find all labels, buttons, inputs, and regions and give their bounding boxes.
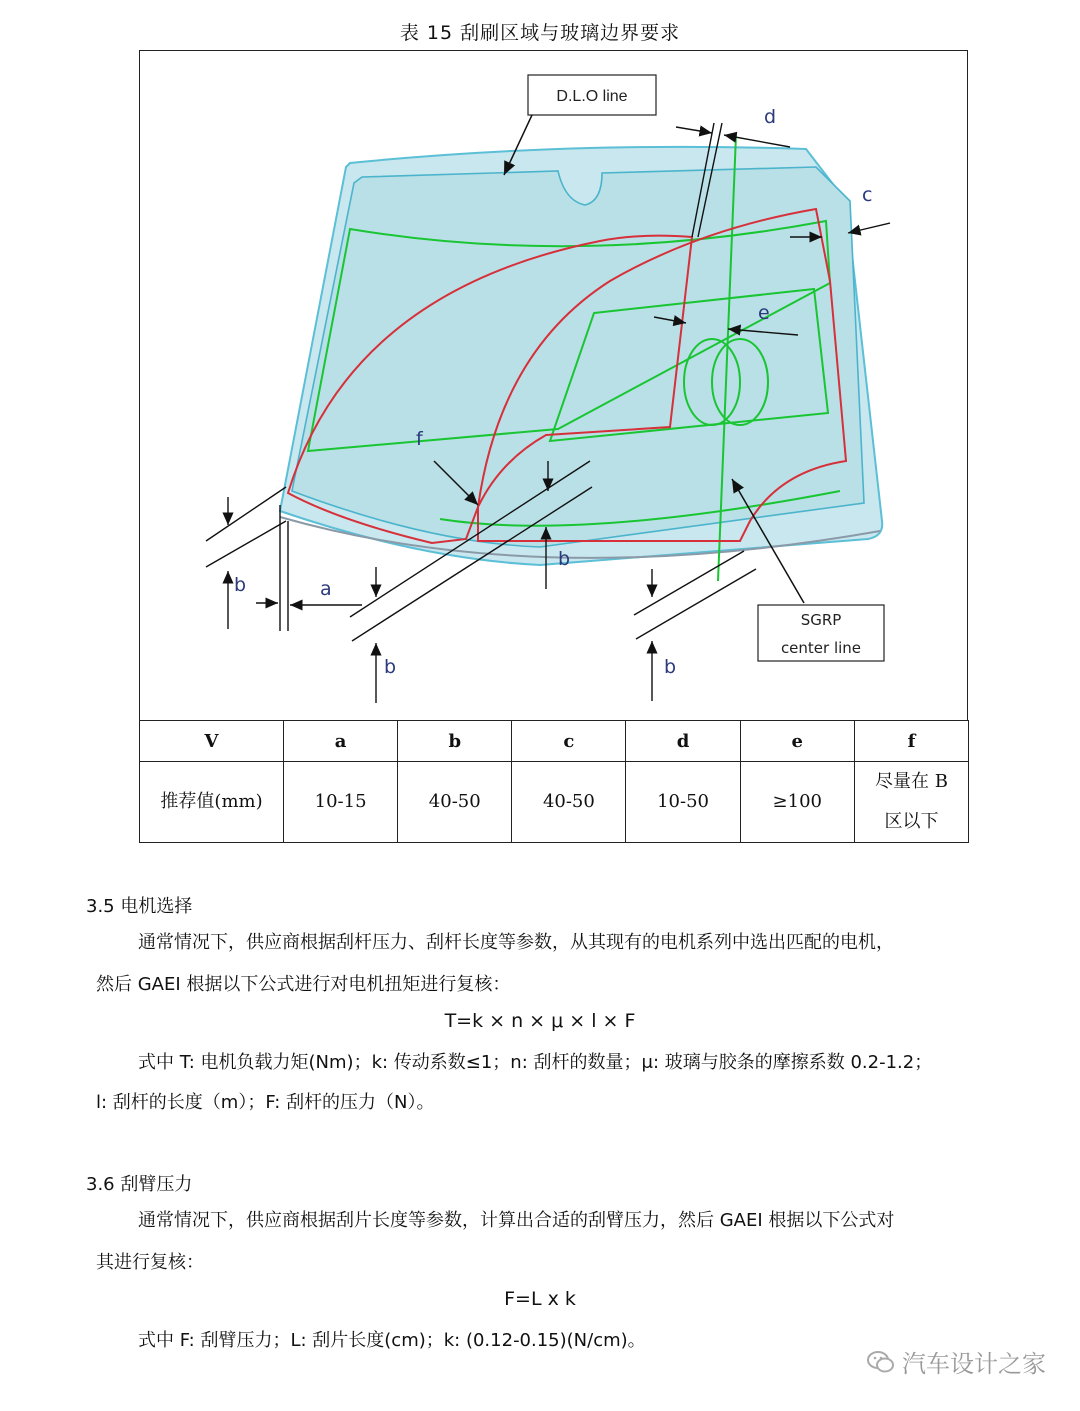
value-f-line1: 尽量在 B: [874, 771, 948, 792]
label-b-left: b: [234, 574, 247, 596]
section-3-6-heading: 3.6 刮臂压力: [86, 1174, 193, 1195]
table-header: c: [512, 721, 626, 762]
dlo-label: D.L.O line: [556, 88, 628, 105]
label-b-right: b: [664, 656, 677, 678]
section-3-5-para2-line2: l: 刮杆的长度（m）；F: 刮杆的压力（N）。: [96, 1092, 435, 1113]
section-3-6-para2: 式中 F: 刮臂压力；L: 刮片长度(cm)；k: (0.12-0.15)(N/cm)。: [138, 1330, 646, 1351]
table-header: e: [740, 721, 854, 762]
label-b-center: b: [558, 548, 571, 570]
row-label: 推荐值(mm): [140, 762, 284, 843]
table-header: b: [398, 721, 512, 762]
label-d: d: [764, 106, 777, 128]
sgrp-label-1: SGRP: [800, 611, 842, 629]
value-f: [854, 762, 968, 843]
section-3-5-para1-line1: 通常情况下，供应商根据刮杆压力、刮杆长度等参数，从其现有的电机系列中选出匹配的电机，: [138, 932, 894, 953]
label-a: a: [320, 578, 332, 600]
wechat-icon: [866, 1347, 896, 1377]
sgrp-label-2: center line: [780, 639, 862, 657]
table-header: f: [854, 721, 968, 762]
label-c: c: [862, 184, 873, 206]
spec-table: [139, 720, 969, 843]
table-header-row: [140, 721, 969, 762]
section-3-5-para2-line1: 式中 T: 电机负载力矩(Nm)；k: 传动系数≤1；n: 刮杆的数量；μ: 玻璃与胶条的摩擦系数 0.2-1.2；: [138, 1052, 933, 1073]
windshield-figure: [139, 50, 968, 721]
label-b-mid: b: [384, 656, 397, 678]
table-row: [140, 762, 969, 843]
value-a: 10-15: [284, 762, 398, 843]
windshield-diagram: [140, 51, 966, 719]
table-header: d: [626, 721, 740, 762]
label-e: e: [758, 302, 770, 324]
section-3-6-para1-line2: 其进行复核：: [96, 1252, 204, 1273]
value-c: 40-50: [512, 762, 626, 843]
watermark: [866, 1344, 1046, 1379]
section-3-6-para1-line1: 通常情况下，供应商根据刮片长度等参数，计算出合适的刮臂压力，然后 GAEI 根据以下公式对: [138, 1210, 895, 1231]
watermark-text: 汽车设计之家: [902, 1350, 1046, 1378]
section-3-5-para1-line2: 然后 GAEI 根据以下公式进行对电机扭矩进行复核：: [96, 974, 511, 995]
motor-torque-formula: T=k × n × μ × l × F: [444, 1010, 636, 1032]
value-f-line2: 区以下: [884, 811, 939, 832]
value-e: ≥100: [740, 762, 854, 843]
value-b: 40-50: [398, 762, 512, 843]
table-header: V: [140, 721, 284, 762]
value-d: 10-50: [626, 762, 740, 843]
arm-pressure-formula: F=L x k: [504, 1288, 576, 1310]
figure-caption: 表 15 刮刷区域与玻璃边界要求: [399, 22, 681, 44]
section-3-5-heading: 3.5 电机选择: [86, 896, 193, 917]
table-header: a: [284, 721, 398, 762]
label-f: f: [416, 428, 423, 450]
